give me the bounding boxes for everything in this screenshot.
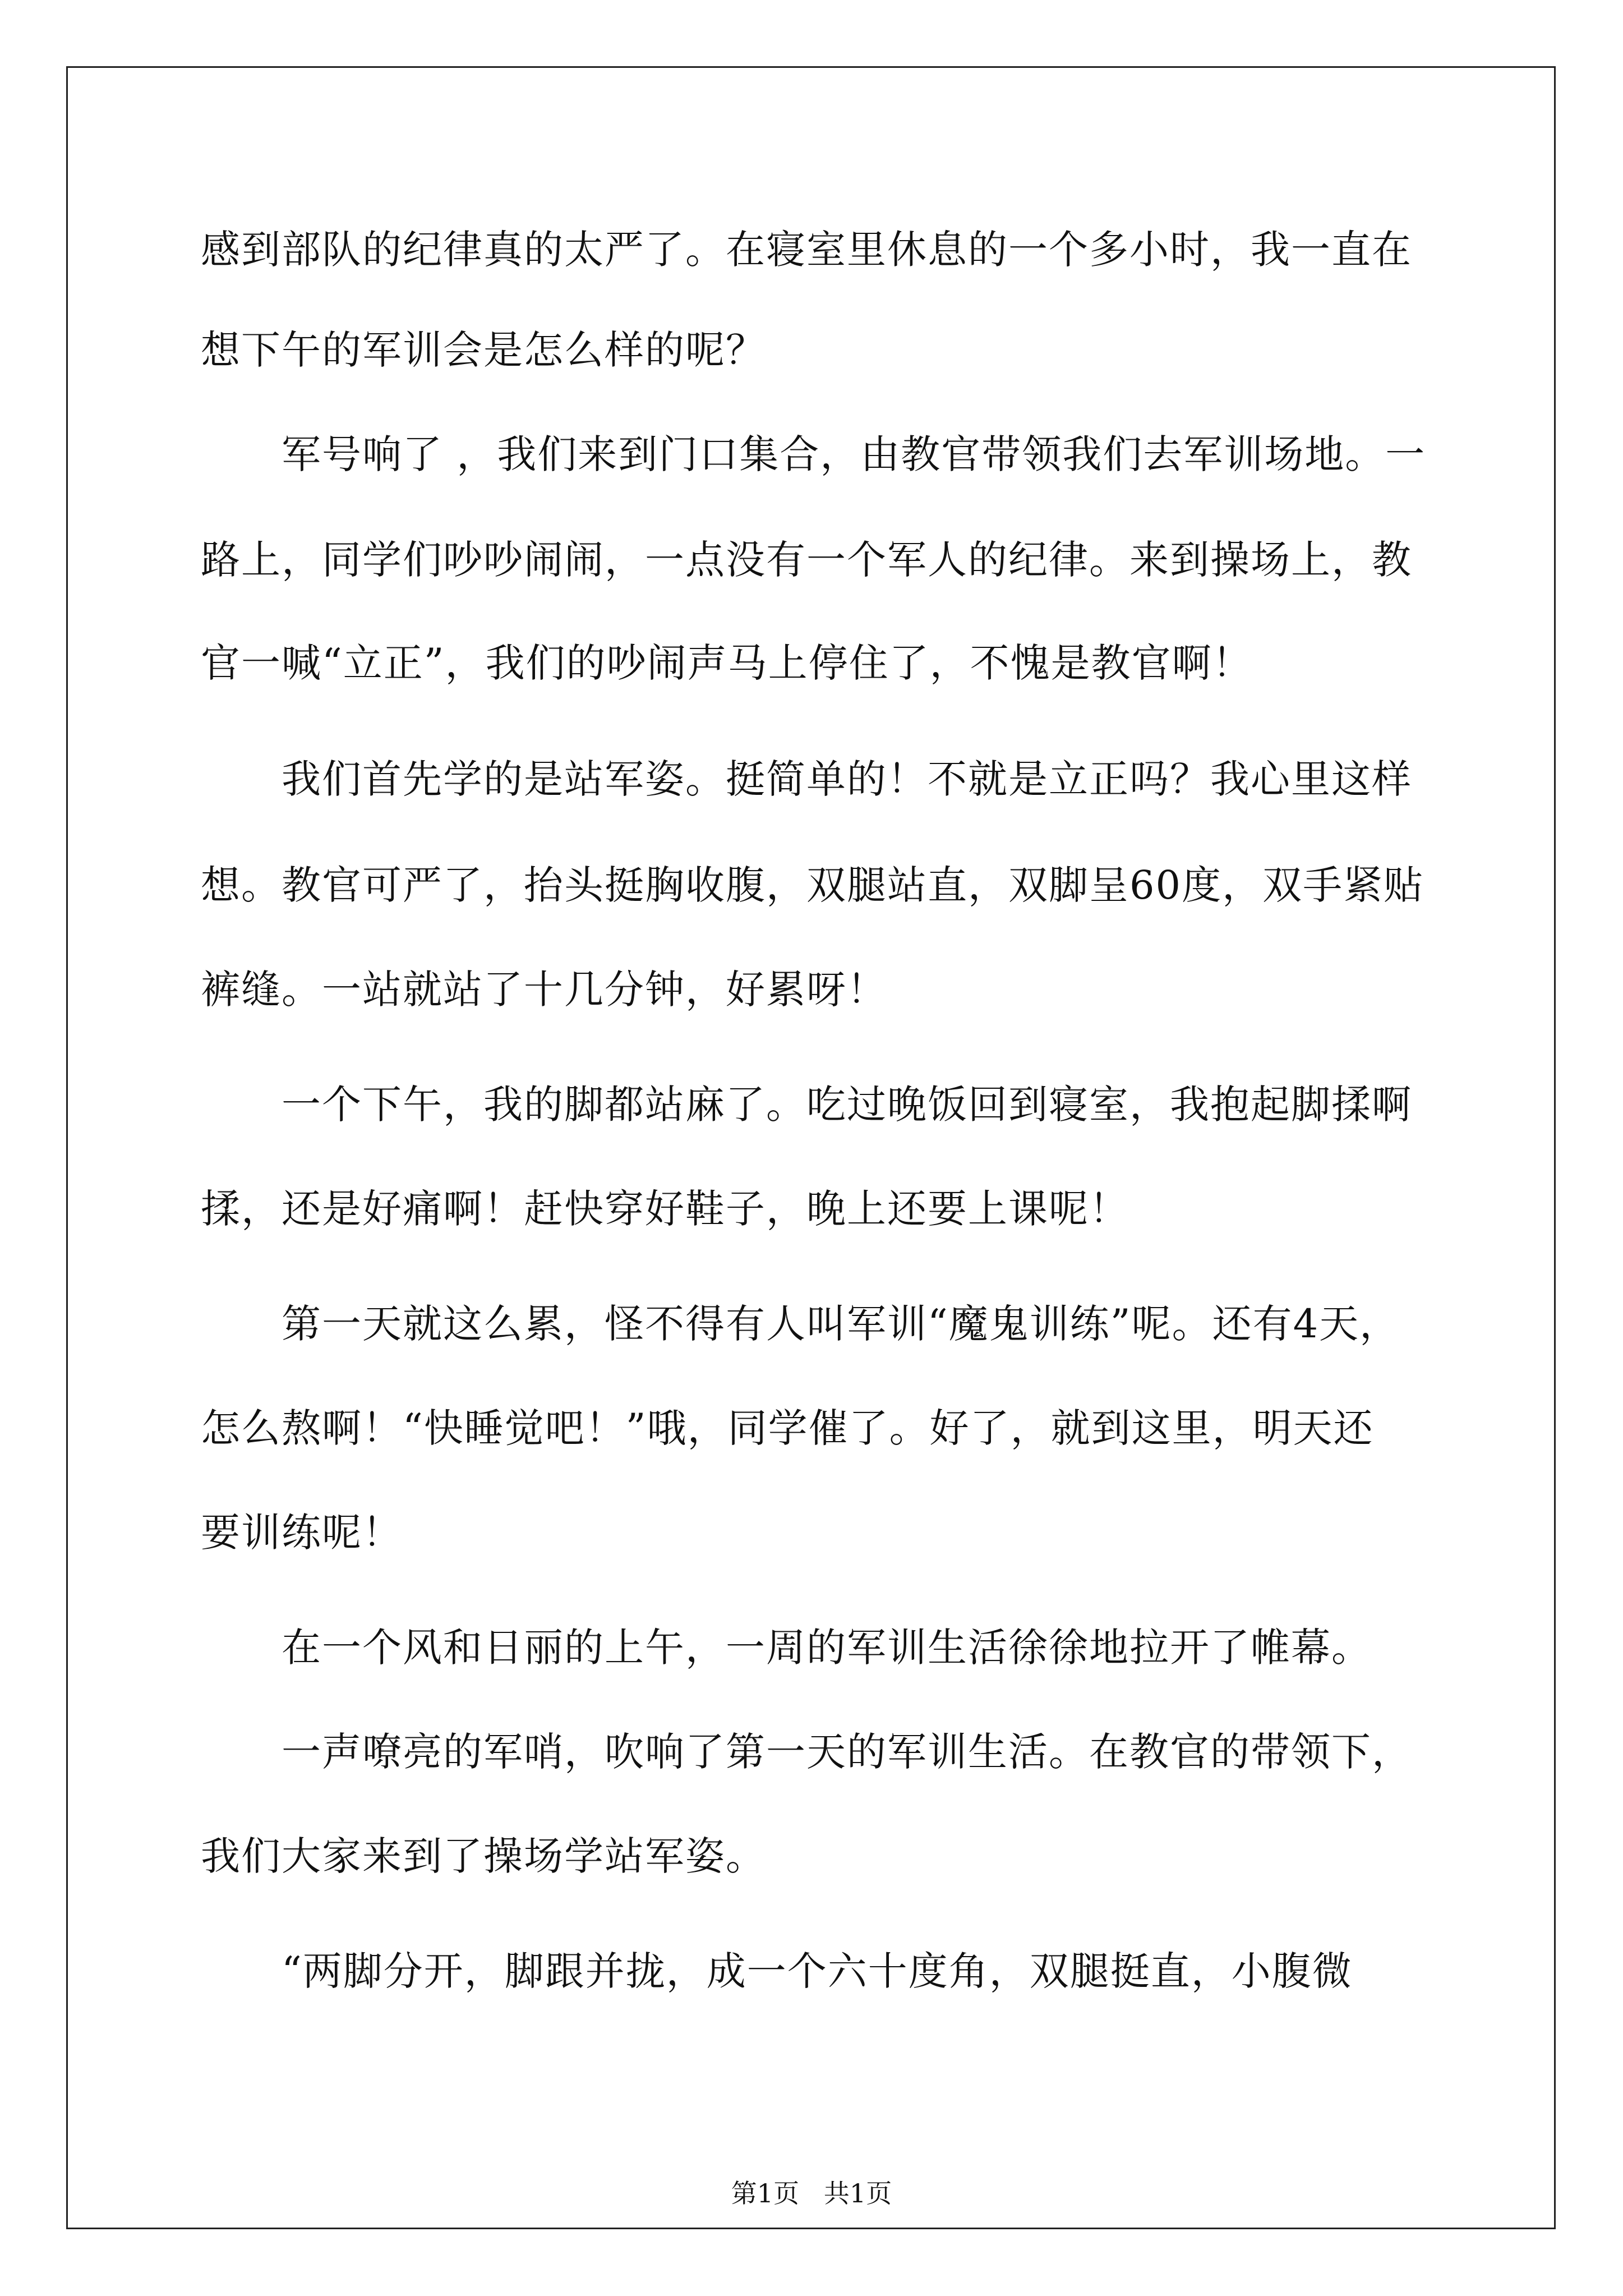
text-line: 揉，还是好痛啊！赶快穿好鞋子，晚上还要上课呢！ [201,1186,1129,1232]
text-line: 裤缝。一站就站了十几分钟，好累呀！ [201,967,887,1013]
page-number-footer: 第1页 共1页 [731,2178,892,2208]
text-line: 第一天就这么累，怪不得有人叫军训“魔鬼训练”呢。还有4天， [201,1301,1400,1347]
text-line: 想。教官可严了，抬头挺胸收腹，双腿站直，双脚呈60度，双手紧贴 [201,862,1424,908]
text-line: 我们首先学的是站军姿。挺简单的！不就是立正吗？我心里这样 [201,756,1412,802]
text-line: 在一个风和日丽的上午，一周的军训生活徐徐地拉开了帷幕。 [201,1625,1372,1671]
text-line: 一个下午，我的脚都站麻了。吃过晚饭回到寝室，我抱起脚揉啊 [201,1082,1412,1128]
text-line: 官一喊“立正”，我们的吵闹声马上停住了，不愧是教官啊！ [201,640,1253,686]
text-line: 路上，同学们吵吵闹闹，一点没有一个军人的纪律。来到操场上，教 [201,537,1412,583]
text-line: 军号响了 ，我们来到门口集合，由教官带领我们去军训场地。一 [201,431,1426,477]
text-line: “两脚分开，脚跟并拢，成一个六十度角，双腿挺直，小腹微 [201,1948,1353,1994]
text-line: 怎么熬啊！“快睡觉吧！”哦，同学催了。好了，就到这里，明天还 [201,1405,1374,1451]
text-line: 一声嘹亮的军哨，吹响了第一天的军训生活。在教官的带领下， [201,1729,1412,1775]
text-line: 感到部队的纪律真的太严了。在寝室里休息的一个多小时，我一直在 [201,227,1412,273]
text-line: 想下午的军训会是怎么样的呢？ [201,327,766,373]
page-border [66,66,1556,2229]
text-line: 要训练呢！ [201,1510,403,1556]
text-line: 我们大家来到了操场学站军姿。 [201,1833,766,1879]
